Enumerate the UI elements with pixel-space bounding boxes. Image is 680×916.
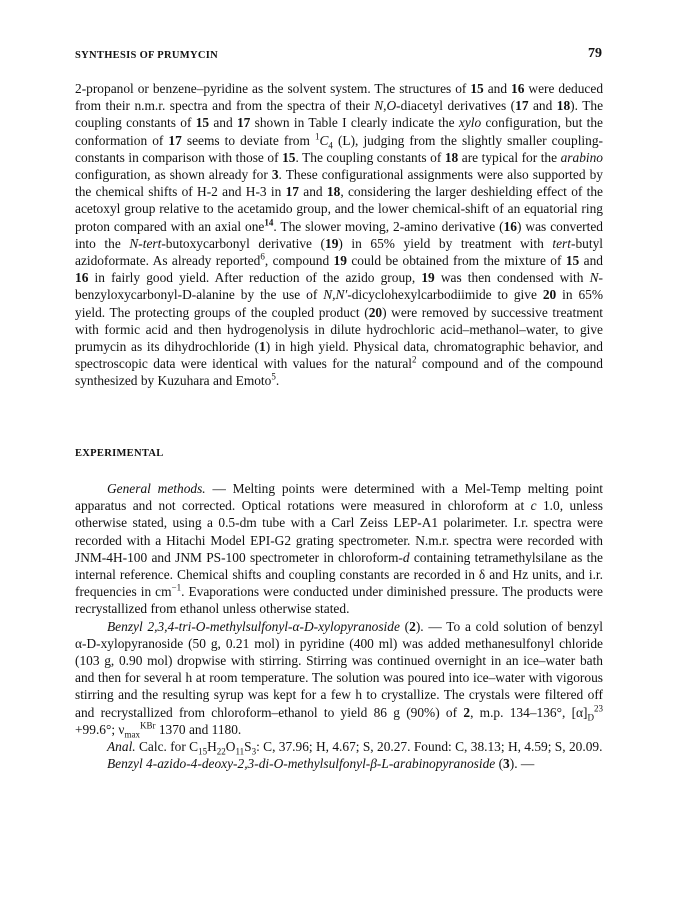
results-paragraph [75, 80, 603, 390]
section-heading-experimental: EXPERIMENTAL [75, 448, 164, 459]
analysis-paragraph: Anal. Calc. for $C_{15}H_{22}O_{11}S_3$: C, 37.96; H, 4.67; S, 20.27. Found: C, 38.13; H, 4.59; S, 20.09. [107, 739, 603, 757]
page-number: 79 [588, 46, 602, 61]
compound-3-heading-paragraph: Benzyl 4-azido-4-deoxy-2,3-di-O-methylsulfonyl-β-L-arabinopyranoside (3). — [107, 756, 535, 772]
running-title: SYNTHESIS OF PRUMYCIN [75, 50, 219, 61]
page-header [75, 46, 602, 66]
experimental-section [75, 480, 603, 772]
compound-2-paragraph: Benzyl 2,3,4-tri-O-methylsulfonyl-α-D-xylopyranoside (2). — To a cold solution of benzyl α-D-xylopyranoside (50 g, 0.21 mol) in pyridine (400 ml) was added methanesulfonyl chloride (103 g, 0.90 mol) dropwise with stirring. Stirring was continued overnight in an ice–water bath and then for several h at room temperature. The solution was poured into ice–water with vigorous stirring and the resulting syrup was kept for a few h to crystallize. The crystals were filtered off and recrystallized from chloroform–ethanol to yield 86 g (90%) of 2, m.p. 134–136°, $[\alpha]_D^{23} +99.6^\circ$; $\nu_{max}^{KBr}$ 1370 and 1180. [75, 618, 604, 740]
discussion-text: 2-propanol or benzene–pyridine as the solvent system. The structures of 15 and 16 were deduced from their n.m.r. spectra and from the spectra of their N,O-diacetyl derivatives (17 and 18). The coupling constants of 15 and 17 shown in Table I clearly indicate the xylo configuration, but the conformation of 17 seems to deviate from $^1C_4$ (L), judging from the slightly smaller coupling-constants in comparison with those of 15. The coupling constants of 18 are typical for the arabino configuration, as shown already for 3. These configurational assignments were also supported by the chemical shifts of H-2 and H-3 in 17 and 18, considering the larger deshielding effect of the acetoxyl group relative to the acetamido group, and the lower chemical-shift of an equatorial ring proton compared with an axial one$^{14}$. The slower moving, 2-amino derivative (16) was converted into the N-tert-butoxycarbonyl derivative (19) in 65% yield by treatment with tert-butyl azidoformate. As already reported$^6$, compound 19 could be obtained from the mixture of 15 and 16 in fairly good yield. After reduction of the azido group, 19 was then condensed with N-benzyloxycarbonyl-D-alanine by the use of N,N′-dicyclohexylcarbodiimide to give 20 in 65% yield. The protecting groups of the coupled product (20) were removed by successive treatment with formic acid and then hydrogenolysis in dilute hydrochloric acid–methanol–water, to give prumycin as its dihydrochloride (1) in high yield. Physical data, chromatographic behavior, and spectroscopic data were identical with values for the natural$^2$ compound and of the compound synthesized by Kuzuhara and Emoto$^5$. [75, 81, 604, 389]
general-methods-paragraph: General methods. — Melting points were determined with a Mel-Temp melting point apparatus and not corrected. Optical rotations were measured in chloroform at c 1.0, unless otherwise stated, using a 0.5-dm tube with a Carl Zeiss LEP-A1 polarimeter. I.r. spectra were recorded with a Hitachi Model EPI-G2 grating spectrometer. N.m.r. spectra were recorded with JNM-4H-100 and JNM PS-100 spectrometer in chloroform-d containing tetramethylsilane as the internal reference. Chemical shifts and coupling constants are recorded in δ and Hz units, and i.r. frequencies in $cm^{-1}$. Evaporations were conducted under diminished pressure. The products were recrystallized from ethanol unless otherwise stated. [75, 481, 604, 617]
